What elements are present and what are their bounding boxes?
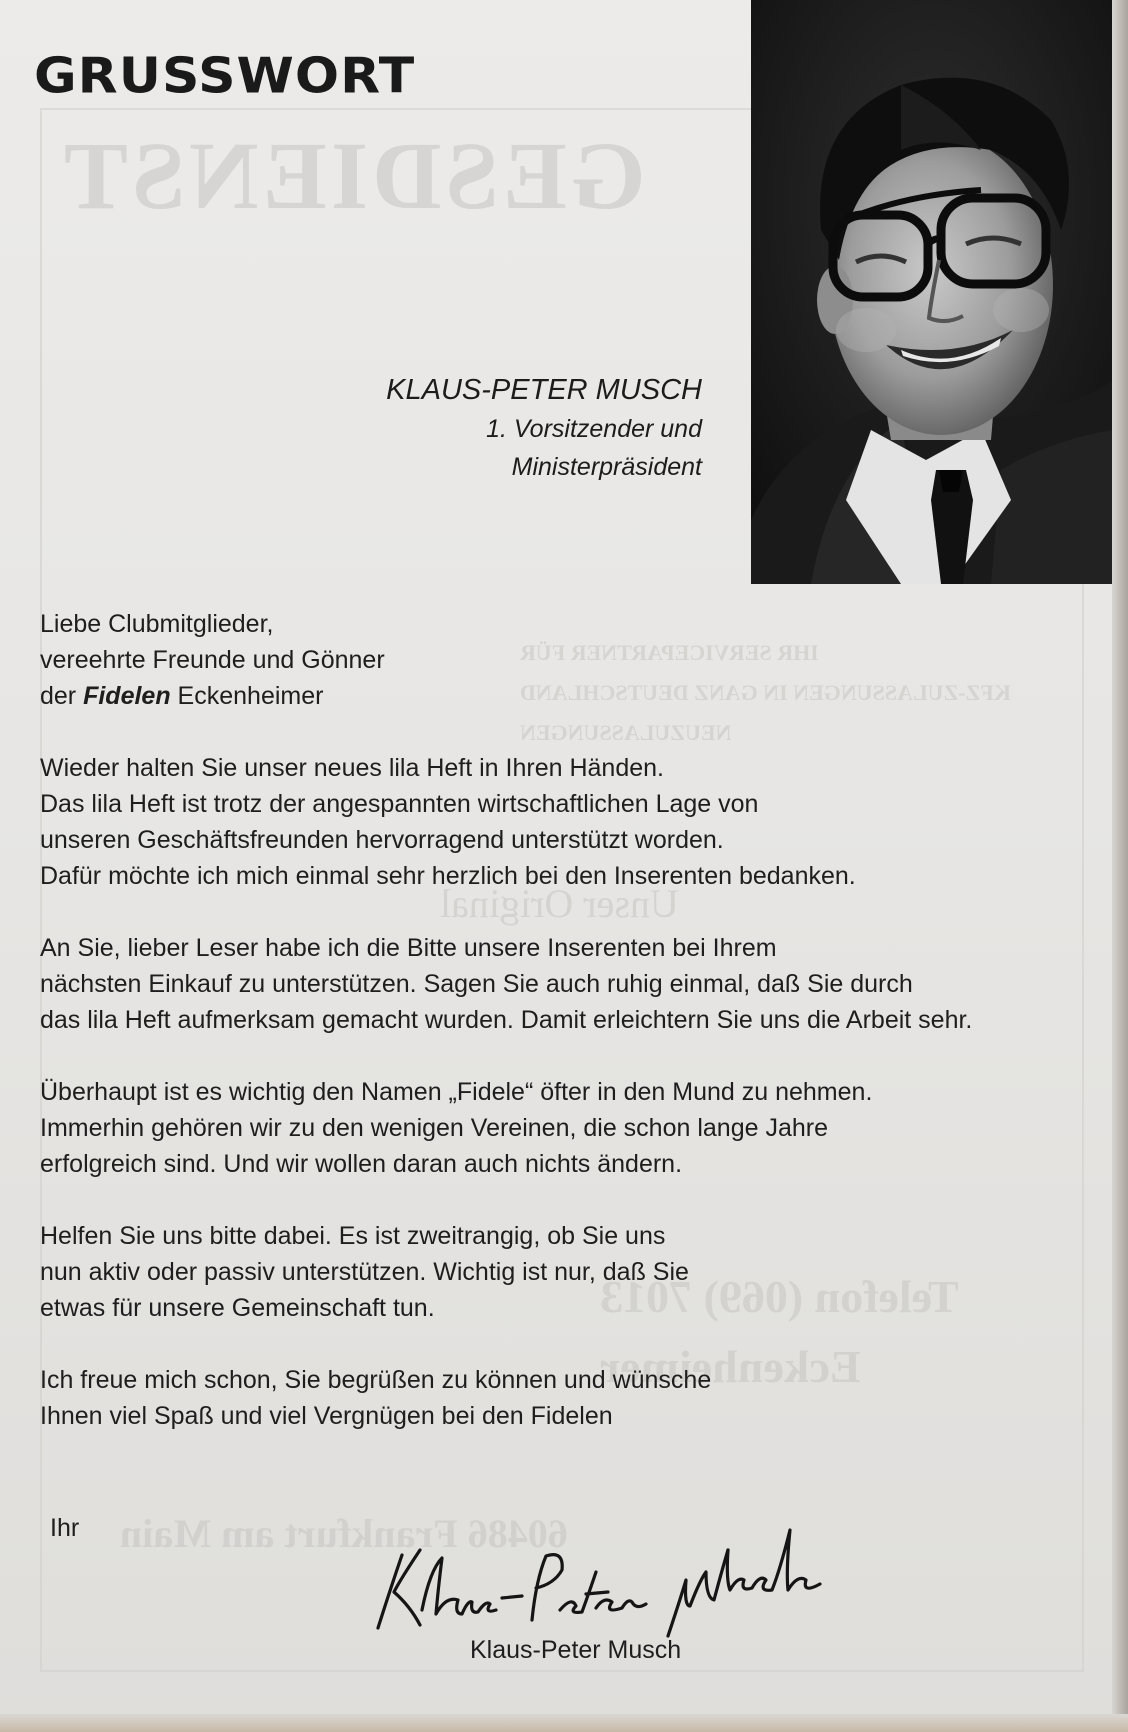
text-line: Überhaupt ist es wichtig den Namen „Fidele“ öfter in den Mund zu nehmen.: [40, 1078, 873, 1106]
text-line: das lila Heft aufmerksam gemacht wurden. Damit erleichtern Sie uns die Arbeit sehr.: [40, 1006, 973, 1034]
salutation-line: [40, 678, 1100, 714]
text-line: nun aktiv oder passiv unterstützen. Wichtig ist nur, daß Sie: [40, 1258, 689, 1286]
text-line: unseren Geschäftsfreunden hervorragend unterstützt worden.: [40, 826, 724, 854]
page-bottom-edge: [0, 1714, 1128, 1732]
bleed-through-text: 60486 Frankfurt am Main: [120, 1511, 568, 1556]
handwritten-signature: [350, 1510, 850, 1640]
salutation: [40, 606, 1100, 714]
portrait-photo: [751, 0, 1113, 584]
salutation-suffix: Eckenheimer: [170, 682, 324, 710]
author-role-line-2: Ministerpräsident: [511, 453, 702, 481]
text-line: Helfen Sie uns bitte dabei. Es ist zweitrangig, ob Sie uns: [40, 1222, 666, 1250]
text-line: An Sie, lieber Leser habe ich die Bitte unsere Inserenten bei Ihrem: [40, 934, 777, 962]
salutation-prefix: der: [40, 682, 84, 710]
text-line: Ihnen viel Spaß und viel Vergnügen bei den Fidelen: [40, 1402, 613, 1430]
author-role-line-1: 1. Vorsitzender und: [486, 415, 702, 443]
bleed-through-text: KFZ-ZULASSUNGEN IN GANZ DEUTSCHLAND: [520, 680, 1011, 705]
page-edge: [1112, 0, 1128, 1732]
signatory-name: Klaus-Peter Musch: [470, 1636, 682, 1664]
letter-body: [40, 606, 1100, 1470]
bleed-through-text: NEUZULASSUNGEN: [520, 720, 732, 745]
text-line: erfolgreich sind. Und wir wollen daran auch nichts ändern.: [40, 1150, 683, 1178]
author-name: KLAUS-PETER MUSCH: [386, 374, 702, 406]
paragraph: [40, 1362, 1100, 1434]
text-line: Dafür möchte ich mich einmal sehr herzlich bei den Inserenten bedanken.: [40, 862, 856, 890]
text-line: Wieder halten Sie unser neues lila Heft in Ihren Händen.: [40, 754, 664, 782]
bleed-through-text: IHR SERVICEPARTNER FÜR: [520, 640, 819, 665]
text-line: etwas für unsere Gemeinschaft tun.: [40, 1294, 435, 1322]
bleed-through-text: Telefon (069) 7013: [600, 1271, 959, 1322]
text-line: Das lila Heft ist trotz der angespannten wirtschaftlichen Lage von: [40, 790, 759, 818]
text-line: nächsten Einkauf zu unterstützen. Sagen Sie auch ruhig einmal, daß Sie durch: [40, 970, 913, 998]
bleed-through-text: GESDIENST: [60, 122, 646, 229]
text-line: Immerhin gehören wir zu den wenigen Vereinen, die schon lange Jahre: [40, 1114, 828, 1142]
portrait-illustration: [751, 0, 1113, 584]
club-name-emphasis: Fidelen: [83, 682, 171, 710]
page-title: GRUSSWORT: [34, 48, 416, 105]
paragraph: [40, 750, 1100, 894]
paragraph: [40, 1074, 1100, 1182]
author-caption: [300, 370, 702, 486]
salutation-line: Liebe Clubmitglieder,: [40, 610, 274, 638]
bleed-through-text: Unser Original: [440, 881, 679, 926]
closing-word: Ihr: [50, 1514, 80, 1542]
text-line: Ich freue mich schon, Sie begrüßen zu können und wünsche: [40, 1366, 712, 1394]
paragraph: [40, 930, 1100, 1038]
bleed-through-text: Eckenheimer: [600, 1341, 861, 1392]
salutation-line: vereehrte Freunde und Gönner: [40, 646, 385, 674]
paragraph: [40, 1218, 1100, 1326]
